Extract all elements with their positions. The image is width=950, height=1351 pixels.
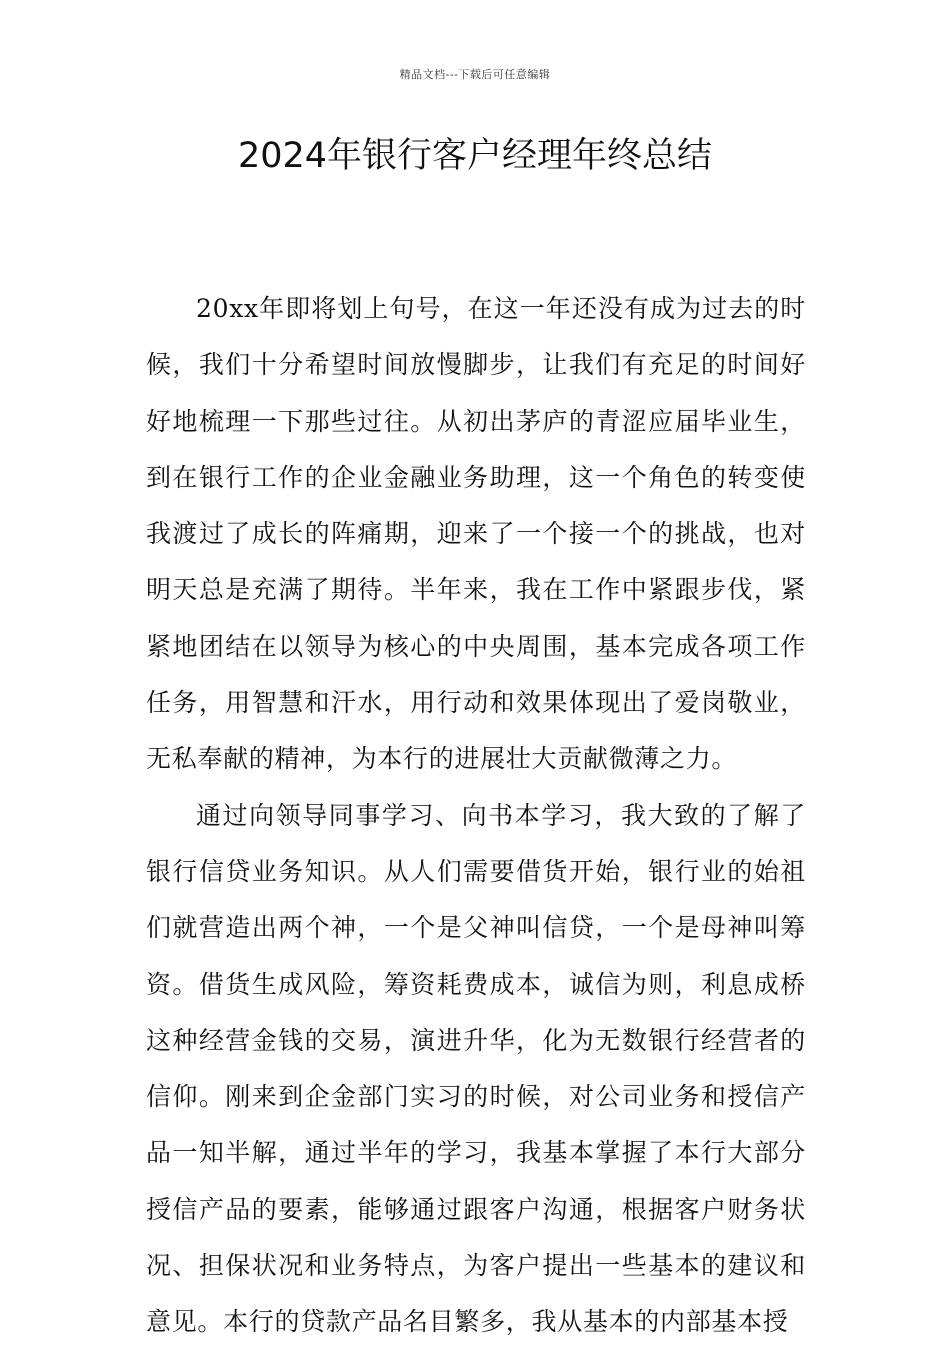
- document-body: [146, 281, 806, 1351]
- paragraph-2: 通过向领导同事学习、向书本学习，我大致的了解了银行信贷业务知识。从人们需要借货开始，银行业的始祖们就营造出两个神，一个是父神叫信贷，一个是母神叫筹资。借货生成风险，筹资耗费成本，诚信为则，利息成桥这种经营金钱的交易，演进升华，化为无数银行经营者的信仰。刚来到企金部门实习的时候，对公司业务和授信产品一知半解，通过半年的学习，我基本掌握了本行大部分授信产品的要素，能够通过跟客户沟通，根据客户财务状况、担保状况和业务特点，为客户提出一些基本的建议和意见。本行的贷款产品名目繁多，我从基本的内部基本授: [146, 800, 806, 1337]
- document-title: 2024年银行客户经理年终总结: [237, 136, 713, 176]
- header-note: 精品文档---下载后可任意编辑: [399, 68, 551, 81]
- paragraph-1: 20xx年即将划上句号，在这一年还没有成为过去的时候，我们十分希望时间放慢脚步，让我们有充足的时间好好地梳理一下那些过往。从初出茅庐的青涩应届毕业生，到在银行工作的企业金融业务助理，这一个角色的转变使我渡过了成长的阵痛期，迎来了一个接一个的挑战，也对明天总是充满了期待。半年来，我在工作中紧跟步伐，紧紧地团结在以领导为核心的中央周围，基本完成各项工作任务，用智慧和汗水，用行动和效果体现出了爱岗敬业，无私奉献的精神，为本行的进展壮大贡献微薄之力。: [146, 294, 806, 774]
